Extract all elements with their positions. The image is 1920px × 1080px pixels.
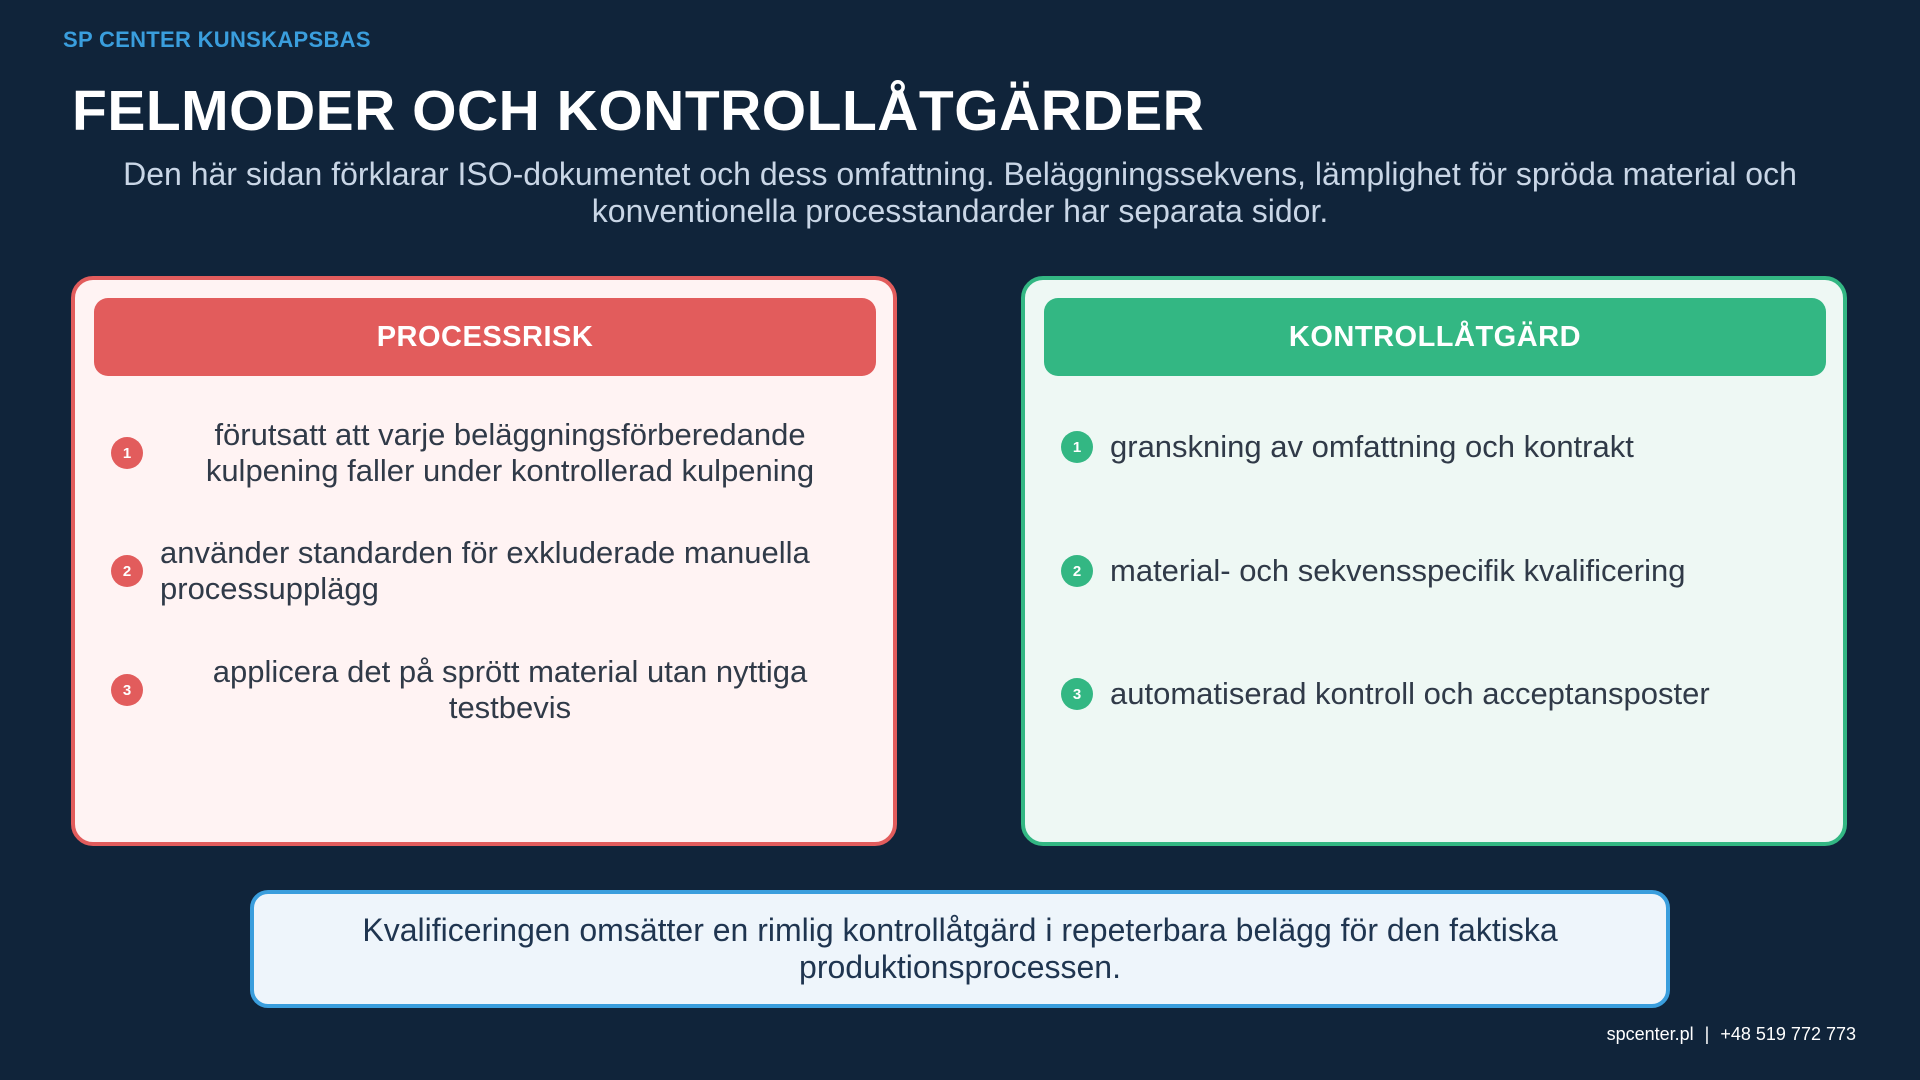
risk-item-text: förutsatt att varje beläggningsförberedande kulpening faller under kontrollerad kulpening [205, 417, 815, 488]
risk-item [75, 640, 893, 740]
control-measure-header: KONTROLLÅTGÄRD [1044, 298, 1826, 376]
footer-phone: +48 519 772 773 [1720, 1024, 1856, 1044]
control-item [1025, 397, 1843, 497]
risk-item-text: applicera det på sprött material utan nyttiga testbevis [212, 654, 808, 725]
footer-website: spcenter.pl [1606, 1024, 1694, 1044]
footer-separator: | [1704, 1024, 1710, 1044]
risk-item [75, 403, 893, 503]
control-measure-panel [1021, 276, 1847, 846]
process-risk-header: PROCESSRISK [94, 298, 876, 376]
process-risk-panel [71, 276, 897, 846]
risk-item-number: 1 [111, 437, 143, 469]
risk-item-number: 2 [111, 555, 143, 587]
control-item [1025, 521, 1843, 621]
control-item-text: granskning av omfattning och kontrakt [1110, 429, 1634, 464]
page-subtitle: Den här sidan förklarar ISO-dokumentet och dess omfattning. Beläggningssekvens, lämplighet för spröda material och konventionella processtandarder har separata sidor. [123, 156, 1797, 229]
control-item-number: 3 [1061, 678, 1093, 710]
brand-label: SP CENTER KUNSKAPSBAS [63, 27, 371, 52]
summary-text: Kvalificeringen omsätter en rimlig kontrollåtgärd i repeterbara belägg för den faktiska produktionsprocessen. [362, 912, 1558, 985]
risk-item [75, 521, 893, 621]
footer-contact [1607, 1024, 1856, 1045]
control-item-text: material- och sekvensspecifik kvalificering [1110, 553, 1686, 588]
risk-item-text: använder standarden för exkluderade manuella processupplägg [160, 535, 810, 606]
summary-callout [250, 890, 1670, 1008]
control-item [1025, 644, 1843, 744]
control-item-number: 1 [1061, 431, 1093, 463]
control-item-text: automatiserad kontroll och acceptansposter [1110, 676, 1710, 711]
risk-item-number: 3 [111, 674, 143, 706]
control-item-number: 2 [1061, 555, 1093, 587]
page-title: FELMODER OCH KONTROLLÅTGÄRDER [72, 79, 1205, 143]
